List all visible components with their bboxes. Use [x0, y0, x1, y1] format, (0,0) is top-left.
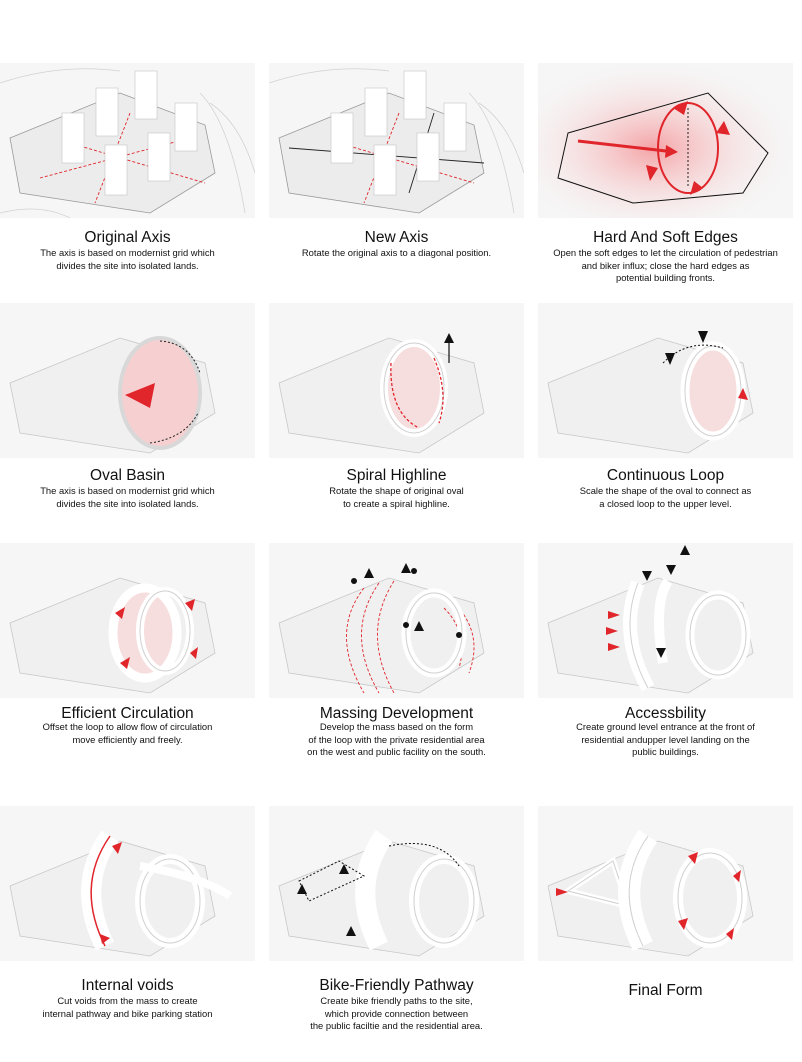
description-line: of the loop with the private residential area [308, 733, 485, 745]
diagram-continuous-loop [538, 303, 793, 458]
panel-title: Massing Development [319, 705, 474, 722]
panel-title: Continuous Loop [606, 467, 725, 484]
panel-description [269, 995, 524, 1033]
diagram-bike-friendly-pathway [269, 806, 524, 961]
diagram-oval-basin [0, 303, 255, 458]
panel-description [269, 247, 524, 260]
description-line: potential building fronts. [615, 272, 716, 284]
description-line: public buildings. [632, 746, 699, 758]
panel-title: Bike-Friendly Pathway [319, 977, 474, 994]
description-line: Scale the shape of the oval to connect as [579, 485, 752, 496]
description-line: move efficiently and freely. [72, 733, 183, 745]
diagram-efficient-circulation [0, 543, 255, 698]
description-line: a closed loop to the upper level. [599, 497, 732, 509]
description-line: divides the site into isolated lands. [56, 497, 199, 509]
diagram-spiral-highline [269, 303, 524, 458]
panel-title: Oval Basin [90, 467, 165, 484]
panel-description [538, 247, 793, 285]
description-line: Cut voids from the mass to create [57, 995, 198, 1006]
description-line: The axis is based on modernist grid which [40, 247, 215, 258]
description-line: to create a spiral highline. [343, 497, 450, 509]
panel-description [538, 721, 793, 759]
panel-description [0, 485, 255, 510]
panel-description [538, 485, 793, 510]
panel-title: Hard And Soft Edges [593, 229, 738, 246]
description-line: Create ground level entrance at the front of [576, 721, 755, 732]
diagram-final-form [538, 806, 793, 961]
description-line: Create bike friendly paths to the site, [320, 995, 473, 1006]
panel-title: Efficient Circulation [61, 705, 194, 722]
panel-title: Accessbility [625, 705, 706, 722]
panel-description [0, 247, 255, 272]
panel-title: Internal voids [81, 977, 174, 994]
description-line: divides the site into isolated lands. [56, 259, 199, 271]
diagram-hard-soft-edges [538, 63, 793, 218]
diagram-massing-development [269, 543, 524, 698]
panel-title: Final Form [628, 982, 703, 999]
description-line: the public faciltie and the residential area. [310, 1020, 483, 1032]
description-line: internal pathway and bike parking station [42, 1007, 213, 1019]
panel-title: New Axis [364, 229, 429, 246]
description-line: Develop the mass based on the form [319, 721, 474, 732]
panel-description [269, 485, 524, 510]
panel-description [0, 995, 255, 1020]
panel-description [269, 721, 524, 759]
diagram-accessbility [538, 543, 793, 698]
description-line: on the west and public facility on the south. [307, 746, 486, 758]
description-line: The axis is based on modernist grid which [40, 485, 215, 496]
diagram-original-axis [0, 63, 255, 218]
panel-title: Spiral Highline [346, 467, 447, 484]
description-line: Open the soft edges to let the circulation of pedestrian [553, 247, 778, 258]
diagram-internal-voids [0, 806, 255, 961]
description-line: which provide connection between [324, 1007, 469, 1019]
panel-title: Original Axis [84, 229, 171, 246]
description-line: residential andupper level landing on the [581, 733, 750, 745]
description-line: Rotate the original axis to a diagonal position. [301, 247, 492, 258]
description-line: Offset the loop to allow flow of circulation [42, 721, 213, 732]
description-line: and biker influx; close the hard edges as [581, 259, 750, 271]
description-line: Rotate the shape of original oval [329, 485, 464, 496]
panel-description [0, 721, 255, 746]
diagram-new-axis [269, 63, 524, 218]
